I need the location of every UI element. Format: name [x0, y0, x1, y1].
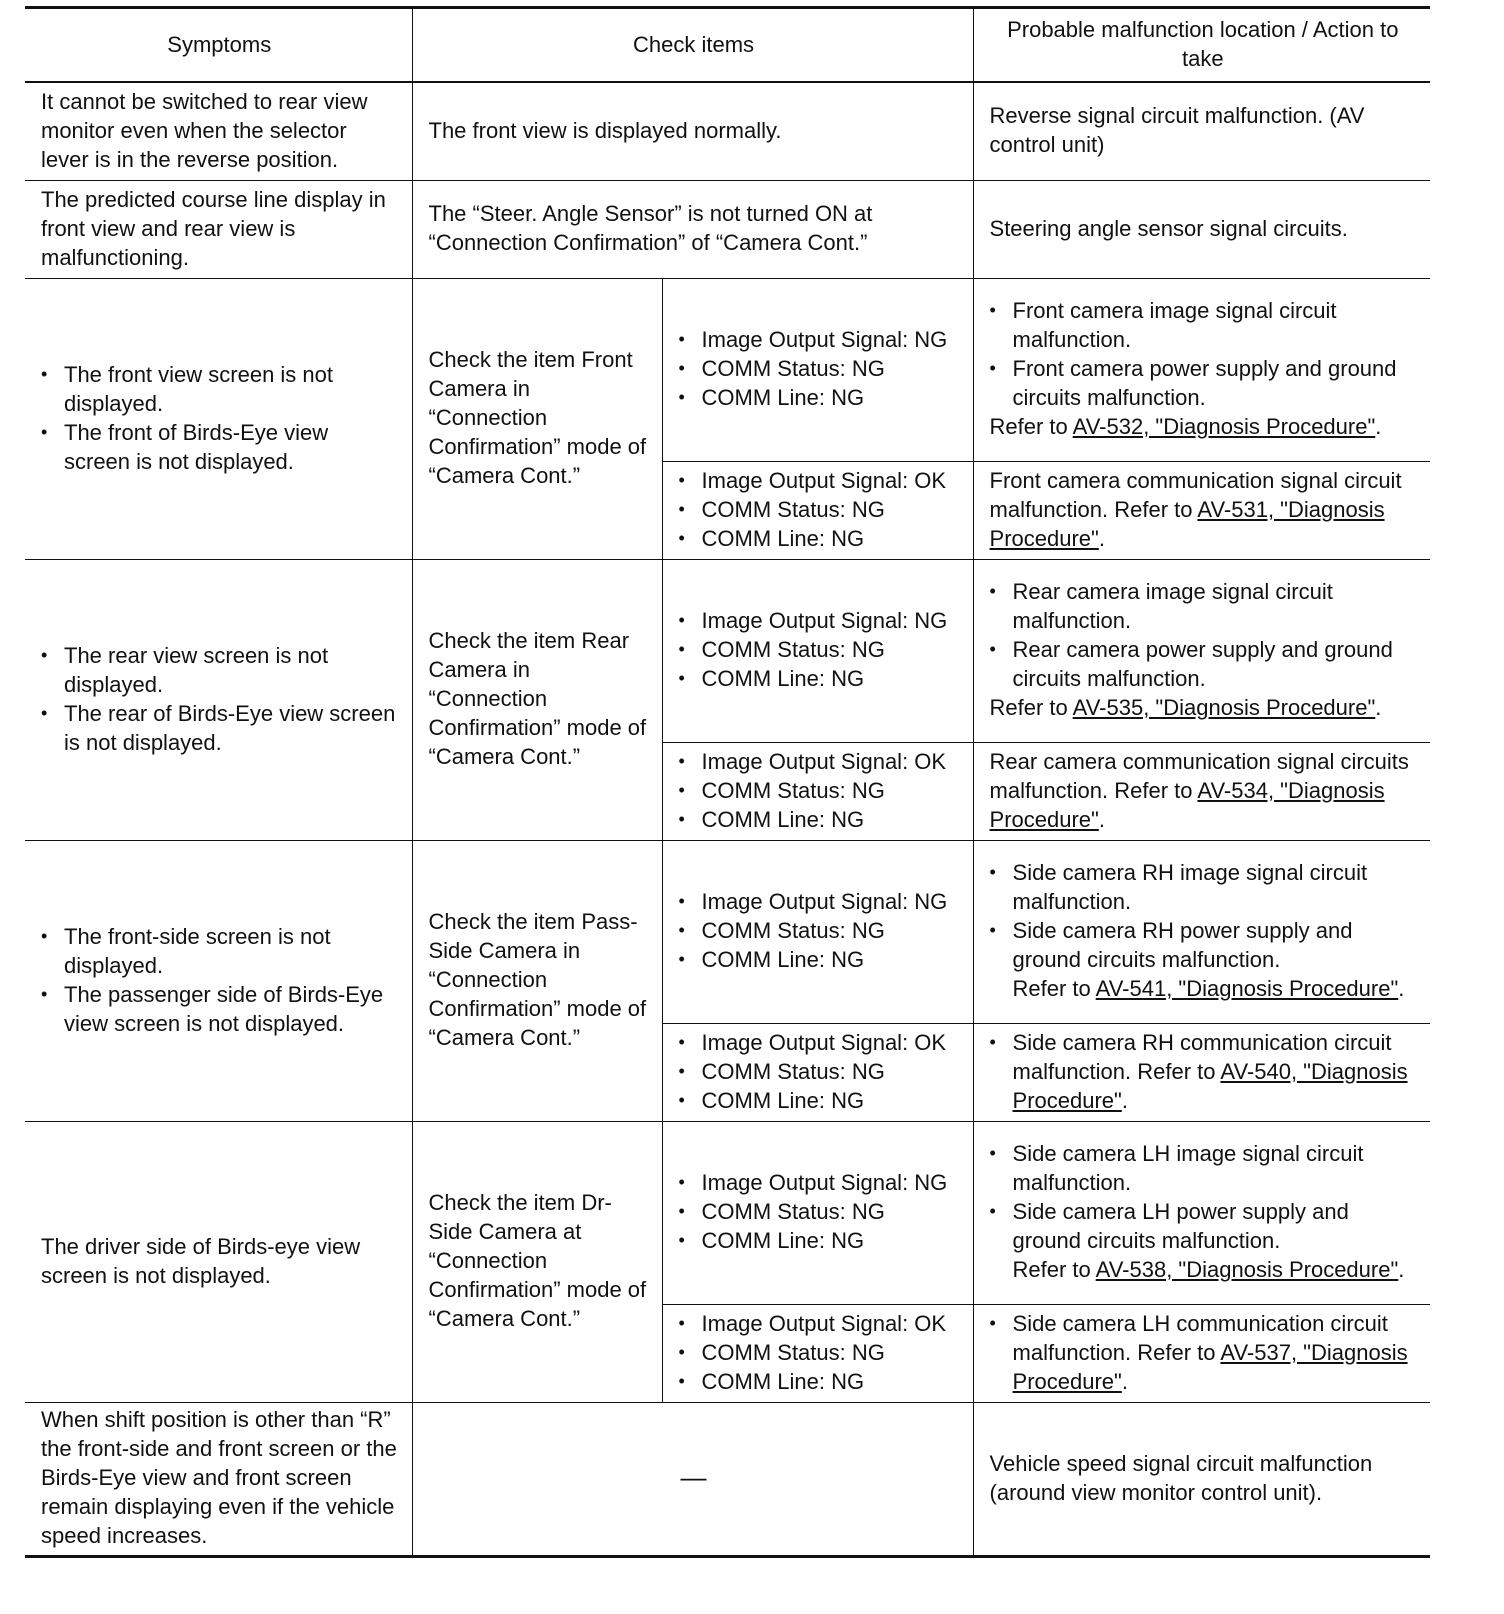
symptom-cell	[25, 840, 412, 1121]
list-item: • COMM Status: NG	[679, 1197, 959, 1226]
list-item: • COMM Line: NG	[679, 1367, 959, 1396]
table-row	[25, 1121, 1430, 1304]
list-item: • The rear view screen is not displayed.	[41, 641, 398, 699]
list-item: • Image Output Signal: OK	[679, 747, 959, 776]
action-cell	[973, 559, 1430, 742]
action-cell	[973, 1304, 1430, 1402]
table-row	[25, 559, 1430, 742]
reference-link[interactable]: AV-532, "Diagnosis Procedure"	[1072, 414, 1376, 439]
reference-link[interactable]: AV-537, "Diagnosis Procedure"	[1012, 1339, 1408, 1394]
list-item: • COMM Status: NG	[679, 1338, 959, 1367]
reference-link[interactable]: AV-541, "Diagnosis Procedure"	[1095, 976, 1399, 1001]
table-row	[25, 180, 1430, 278]
list-item: • Side camera LH communication circuit malfunction. Refer to AV-537, "Diagnosis Procedure".	[990, 1309, 1417, 1396]
diagnosis-table	[25, 6, 1430, 1558]
action-cell	[973, 278, 1430, 461]
signal-cell	[662, 559, 973, 742]
action-cell: Steering angle sensor signal circuits.	[973, 180, 1430, 278]
action-cell: Vehicle speed signal circuit malfunction (around view monitor control unit).	[973, 1402, 1430, 1556]
table-row	[25, 840, 1430, 1023]
list-item: • COMM Status: NG	[679, 495, 959, 524]
list-item: • Image Output Signal: NG	[679, 1168, 959, 1197]
list-item: • COMM Status: NG	[679, 354, 959, 383]
signal-cell	[662, 840, 973, 1023]
list-item: • Rear camera power supply and ground circuits malfunction.	[990, 635, 1417, 693]
list-item: • Side camera RH power supply and ground circuits malfunction. Refer to AV-541, "Diagnosis Procedure".	[990, 916, 1417, 1003]
table-row	[25, 278, 1430, 461]
table-row	[25, 82, 1430, 180]
list-item: • COMM Line: NG	[679, 945, 959, 974]
list-item: • COMM Line: NG	[679, 383, 959, 412]
list-item: • COMM Line: NG	[679, 1226, 959, 1255]
list-item: • COMM Status: NG	[679, 1057, 959, 1086]
reference-link[interactable]: AV-535, "Diagnosis Procedure"	[1072, 695, 1376, 720]
list-item: • COMM Line: NG	[679, 664, 959, 693]
reference-link[interactable]: AV-538, "Diagnosis Procedure"	[1095, 1257, 1399, 1282]
reference-link[interactable]: AV-531, "Diagnosis Procedure"	[989, 496, 1385, 551]
list-item: • Front camera power supply and ground circuits malfunction.	[990, 354, 1417, 412]
symptom-cell	[25, 559, 412, 840]
symptom-cell: It cannot be switched to rear view monitor even when the selector lever is in the reverse position.	[25, 82, 412, 180]
refer-line: Refer to AV-532, "Diagnosis Procedure".	[989, 414, 1382, 439]
header-check-items: Check items	[412, 8, 973, 83]
symptom-cell	[25, 278, 412, 559]
list-item: • Image Output Signal: OK	[679, 1028, 959, 1057]
check-cell: Check the item Pass-Side Camera in “Connection Confirmation” mode of “Camera Cont.”	[412, 840, 662, 1121]
list-item: • The front-side screen is not displayed.	[41, 922, 398, 980]
list-item: • Side camera RH image signal circuit malfunction.	[990, 858, 1417, 916]
signal-cell	[662, 278, 973, 461]
list-item: • The front of Birds-Eye view screen is not displayed.	[41, 418, 398, 476]
signal-cell	[662, 461, 973, 559]
list-item: • COMM Status: NG	[679, 635, 959, 664]
list-item: • Image Output Signal: OK	[679, 466, 959, 495]
list-item: • COMM Status: NG	[679, 916, 959, 945]
action-cell	[973, 1023, 1430, 1121]
check-cell: The front view is displayed normally.	[412, 82, 973, 180]
refer-line: Refer to AV-535, "Diagnosis Procedure".	[989, 695, 1382, 720]
reference-link[interactable]: AV-534, "Diagnosis Procedure"	[989, 777, 1385, 832]
list-item: • Front camera image signal circuit malfunction.	[990, 296, 1417, 354]
table-row	[25, 1402, 1430, 1556]
list-item: • Image Output Signal: NG	[679, 606, 959, 635]
check-cell: Check the item Dr-Side Camera at “Connection Confirmation” mode of “Camera Cont.”	[412, 1121, 662, 1402]
check-cell: Check the item Front Camera in “Connection Confirmation” mode of “Camera Cont.”	[412, 278, 662, 559]
reference-link[interactable]: AV-540, "Diagnosis Procedure"	[1012, 1058, 1408, 1113]
symptom-cell: The driver side of Birds-eye view screen is not displayed.	[25, 1121, 412, 1402]
list-item: • Side camera LH power supply and ground circuits malfunction. Refer to AV-538, "Diagnosis Procedure".	[990, 1197, 1417, 1284]
list-item: • The rear of Birds-Eye view screen is not displayed.	[41, 699, 398, 757]
header-action: Probable malfunction location / Action to take	[973, 8, 1430, 83]
list-item: • COMM Line: NG	[679, 1086, 959, 1115]
check-cell: The “Steer. Angle Sensor” is not turned ON at “Connection Confirmation” of “Camera Cont.”	[412, 180, 973, 278]
list-item: • COMM Status: NG	[679, 776, 959, 805]
header-symptoms: Symptoms	[25, 8, 412, 83]
list-item: • The front view screen is not displayed.	[41, 360, 398, 418]
action-cell	[973, 840, 1430, 1023]
check-cell: Check the item Rear Camera in “Connection Confirmation” mode of “Camera Cont.”	[412, 559, 662, 840]
list-item: • The passenger side of Birds-Eye view screen is not displayed.	[41, 980, 398, 1038]
action-cell	[973, 1121, 1430, 1304]
list-item: • Side camera RH communication circuit malfunction. Refer to AV-540, "Diagnosis Procedure".	[990, 1028, 1417, 1115]
action-cell: Rear camera communication signal circuits malfunction. Refer to AV-534, "Diagnosis Procedure".	[973, 742, 1430, 840]
action-cell: Reverse signal circuit malfunction. (AV control unit)	[973, 82, 1430, 180]
list-item: • COMM Line: NG	[679, 805, 959, 834]
signal-cell	[662, 1121, 973, 1304]
signal-cell	[662, 1023, 973, 1121]
list-item: • Rear camera image signal circuit malfunction.	[990, 577, 1417, 635]
signal-cell	[662, 742, 973, 840]
list-item: • Image Output Signal: NG	[679, 887, 959, 916]
symptom-cell: The predicted course line display in front view and rear view is malfunctioning.	[25, 180, 412, 278]
list-item: • COMM Line: NG	[679, 524, 959, 553]
header-row	[25, 8, 1430, 83]
check-cell: —	[412, 1402, 973, 1556]
list-item: • Image Output Signal: NG	[679, 325, 959, 354]
action-cell: Front camera communication signal circuit malfunction. Refer to AV-531, "Diagnosis Procedure".	[973, 461, 1430, 559]
list-item: • Image Output Signal: OK	[679, 1309, 959, 1338]
list-item: • Side camera LH image signal circuit malfunction.	[990, 1139, 1417, 1197]
signal-cell	[662, 1304, 973, 1402]
symptom-cell: When shift position is other than “R” the front-side and front screen or the Birds-Eye view and front screen remain displaying even if the vehicle speed increases.	[25, 1402, 412, 1556]
